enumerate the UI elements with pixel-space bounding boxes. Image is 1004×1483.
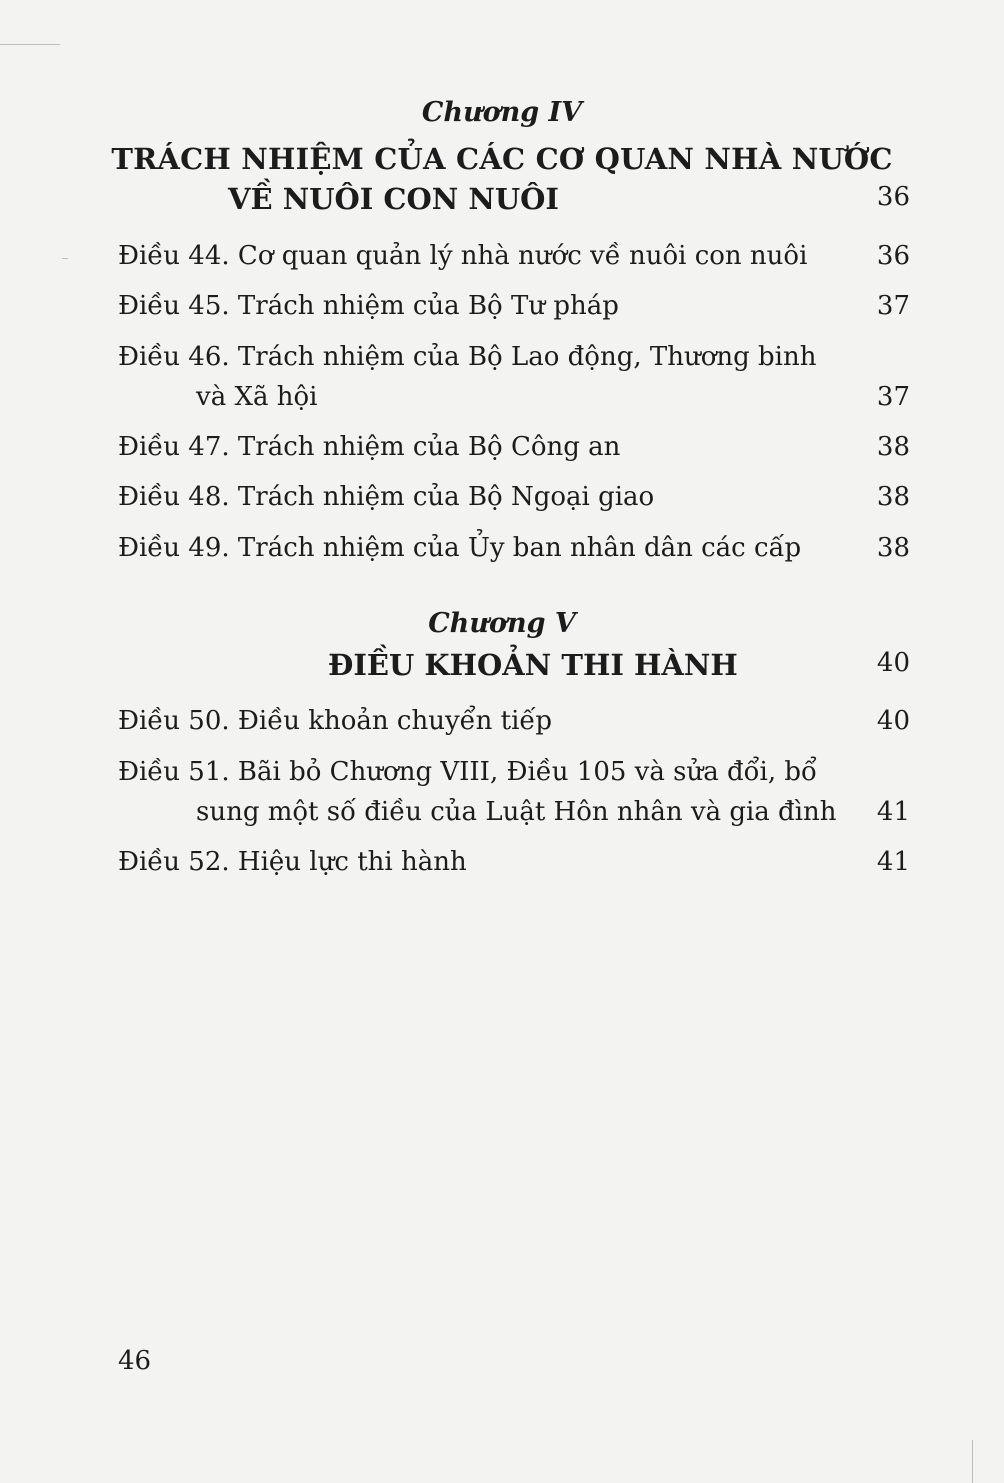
- toc-entry-page: 41: [876, 797, 910, 827]
- toc-entry-title: Điều 45. Trách nhiệm của Bộ Tư pháp: [118, 291, 619, 321]
- toc-entry-title-cont: sung một số điều của Luật Hôn nhân và gia đình: [196, 797, 837, 827]
- toc-entry: [118, 432, 910, 466]
- toc-entry: [118, 757, 910, 791]
- toc-entry-title-cont: và Xã hội: [196, 382, 318, 412]
- scan-mark: [972, 1440, 973, 1483]
- toc-entry-title: Điều 44. Cơ quan quản lý nhà nước về nuôi con nuôi: [118, 241, 808, 271]
- toc-entry-continuation: [118, 382, 910, 416]
- toc-entry-title: Điều 46. Trách nhiệm của Bộ Lao động, Thương binh: [118, 342, 817, 372]
- toc-entry-title: Điều 49. Trách nhiệm của Ủy ban nhân dân các cấp: [118, 533, 802, 563]
- chapter-4-title-line2: [118, 182, 910, 218]
- toc-entry-title: Điều 47. Trách nhiệm của Bộ Công an: [118, 432, 621, 462]
- chapter-5-title: [118, 648, 910, 684]
- scan-mark: [0, 44, 60, 45]
- toc-entry: [118, 291, 910, 325]
- chapter-5-title-page: 40: [876, 648, 910, 678]
- chapter-4-title-line1: TRÁCH NHIỆM CỦA CÁC CƠ QUAN NHÀ NƯỚC: [111, 142, 893, 176]
- toc-entry-title: Điều 48. Trách nhiệm của Bộ Ngoại giao: [118, 482, 655, 512]
- toc-entry-page: 37: [876, 291, 910, 321]
- toc-entry: [118, 241, 910, 275]
- toc-entry-page: 38: [876, 432, 910, 462]
- chapter-5-label: Chương V: [428, 608, 576, 639]
- toc-entry: [118, 482, 910, 516]
- toc-entry-page: 37: [876, 382, 910, 412]
- toc-entry: [118, 533, 910, 567]
- toc-entry-title: Điều 52. Hiệu lực thi hành: [118, 847, 467, 877]
- chapter-5-title-text: ĐIỀU KHOẢN THI HÀNH: [328, 648, 738, 682]
- chapter-4-label: Chương IV: [421, 97, 583, 128]
- toc-entry: [118, 706, 910, 740]
- toc-entry-page: 38: [876, 482, 910, 512]
- toc-entry-title: Điều 51. Bãi bỏ Chương VIII, Điều 105 và sửa đổi, bổ: [118, 757, 817, 787]
- toc-entry: [118, 342, 910, 376]
- toc-entry-page: 40: [876, 706, 910, 736]
- toc-entry: [118, 847, 910, 881]
- toc-entry-continuation: [118, 797, 910, 831]
- toc-entry-title: Điều 50. Điều khoản chuyển tiếp: [118, 706, 553, 736]
- chapter-4-title-page: 36: [876, 182, 910, 212]
- toc-entry-page: 36: [876, 241, 910, 271]
- chapter-4-title-line2-text: VỀ NUÔI CON NUÔI: [228, 182, 559, 216]
- page-number: 46: [118, 1346, 152, 1376]
- toc-entry-page: 38: [876, 533, 910, 563]
- toc-entry-page: 41: [876, 847, 910, 877]
- scan-mark: [62, 258, 68, 259]
